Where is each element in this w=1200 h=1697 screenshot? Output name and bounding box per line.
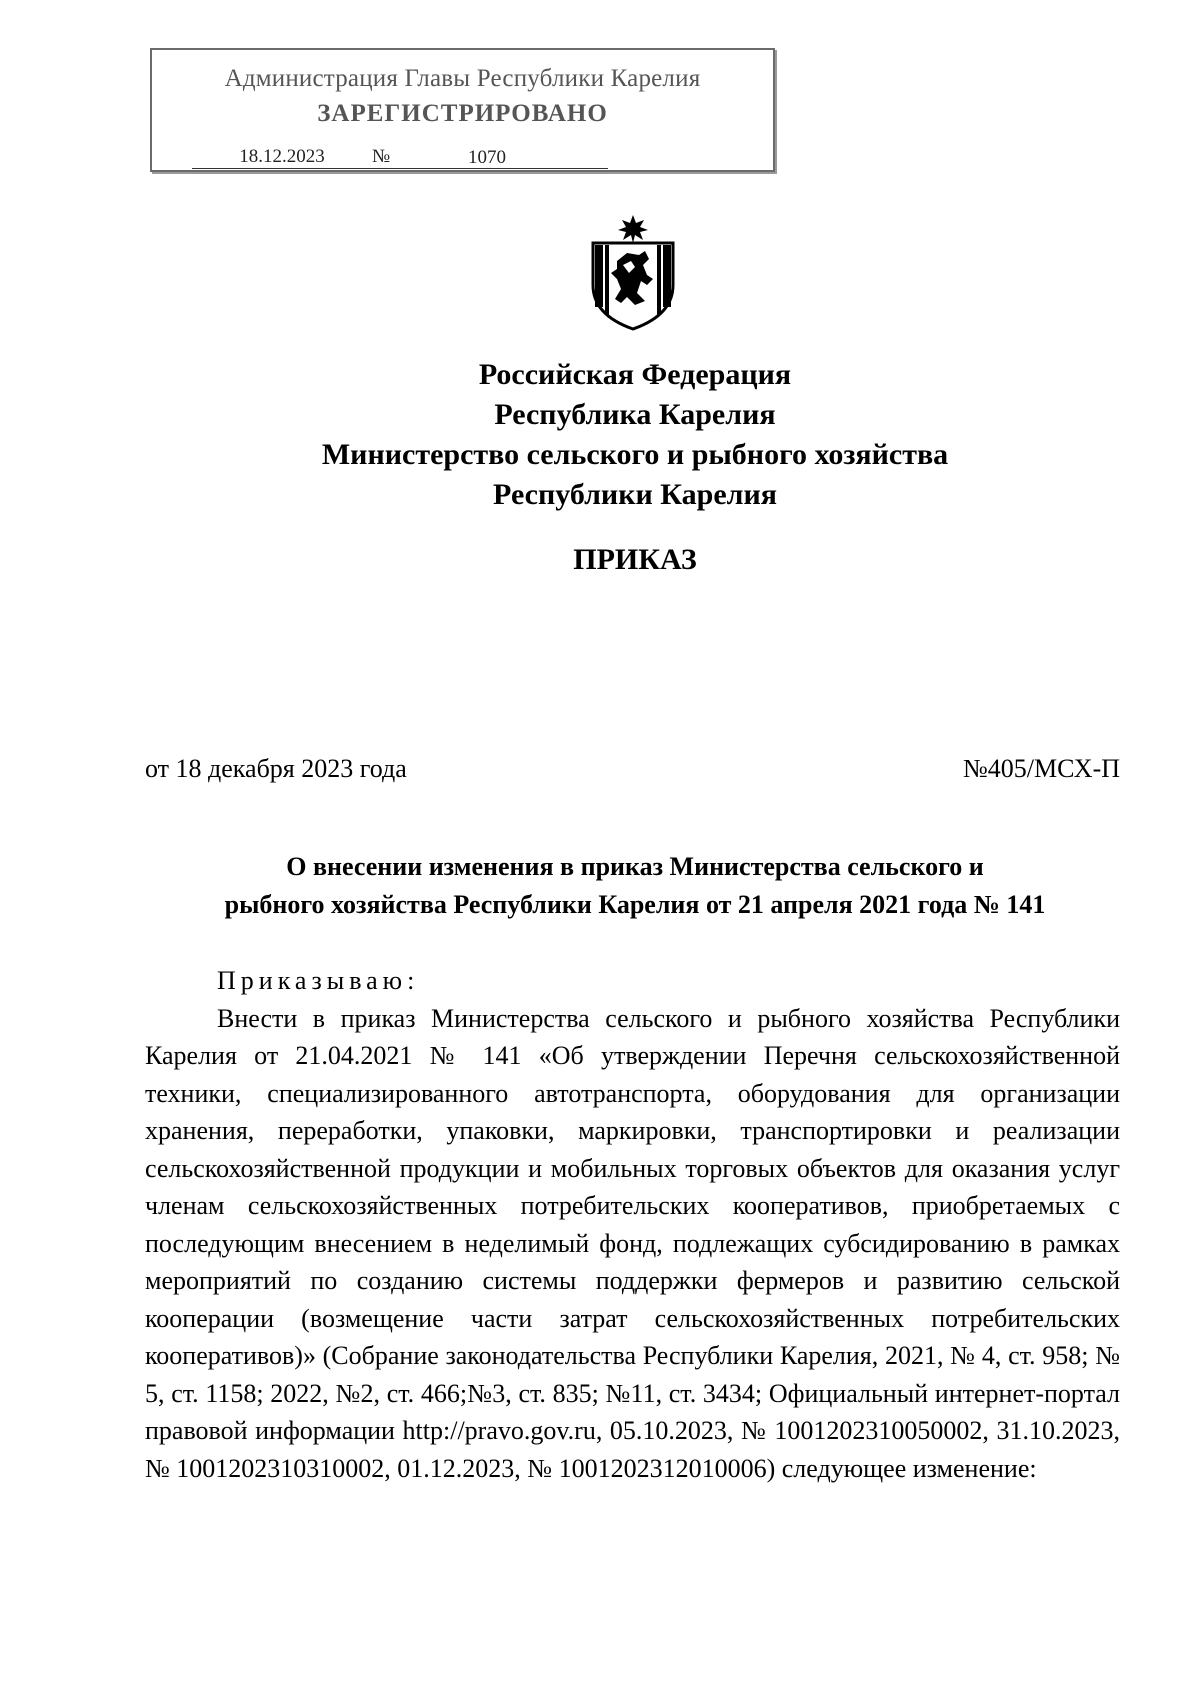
order-word: Приказываю: bbox=[217, 966, 420, 995]
stamp-number-sign: № bbox=[372, 146, 408, 169]
order-body bbox=[145, 962, 1120, 1487]
order-subject bbox=[100, 848, 1170, 924]
stamp-organization: Администрация Главы Республики Карелия bbox=[224, 65, 701, 92]
header-ministry: Министерство сельского и рыбного хозяйства bbox=[321, 438, 949, 471]
stamp-status: ЗАРЕГИСТРИРОВАНО bbox=[317, 100, 608, 127]
karelia-coat-of-arms-icon bbox=[587, 213, 679, 331]
subject-line-1: О внесении изменения в приказ Министерства сельского и bbox=[286, 852, 984, 881]
document-type: ПРИКАЗ bbox=[573, 543, 697, 576]
order-date: от 18 декабря 2023 года bbox=[145, 754, 407, 783]
stamp-registration-line bbox=[192, 146, 608, 169]
registration-stamp bbox=[150, 48, 775, 172]
order-paragraph: Внести в приказ Министерства сельского и рыбного хозяйства Республики Карелия от 21.04.2021 № 141 «Об утверждении Перечня сельскохозяйственной техники, специализированного автотранспорта, оборудования для организации хранения, переработки, упаковки, маркировки, транспортировки и реализации сельскохозяйственной продукции и мобильных торговых объектов для оказания услуг членам сельскохозяйственных потребительских кооперативов, приобретаемых с последующим внесением в неделимый фонд, подлежащих субсидированию в рамках мероприятий по созданию системы поддержки фермеров и развитию сельской кооперации (возмещение части затрат сельскохозяйственных потребительских кооперативов)» (Собрание законодательства Республики Карелия, 2021, № 4, ст. 958; № 5, ст. 1158; 2022, №2, ст. 466;№3, ст. 835; №11, ст. 3434; Официальный интернет-портал правовой информации http://pravo.gov.ru, 05.10.2023, № 1001202310050002, 31.10.2023, № 1001202310310002, 01.12.2023, № 1001202312010006) следующее изменение: bbox=[145, 1003, 1120, 1483]
header-ministry-republic: Республики Карелия bbox=[493, 478, 777, 511]
subject-line-2: рыбного хозяйства Республики Карелия от 21 апреля 2021 года № 141 bbox=[224, 890, 1046, 919]
document-header bbox=[100, 355, 1170, 515]
stamp-date: 18.12.2023 bbox=[192, 146, 372, 169]
header-republic: Республика Карелия bbox=[494, 398, 776, 431]
stamp-number: 1070 bbox=[408, 147, 608, 169]
order-number: №405/МСХ-П bbox=[962, 754, 1120, 783]
header-country: Российская Федерация bbox=[478, 358, 792, 391]
